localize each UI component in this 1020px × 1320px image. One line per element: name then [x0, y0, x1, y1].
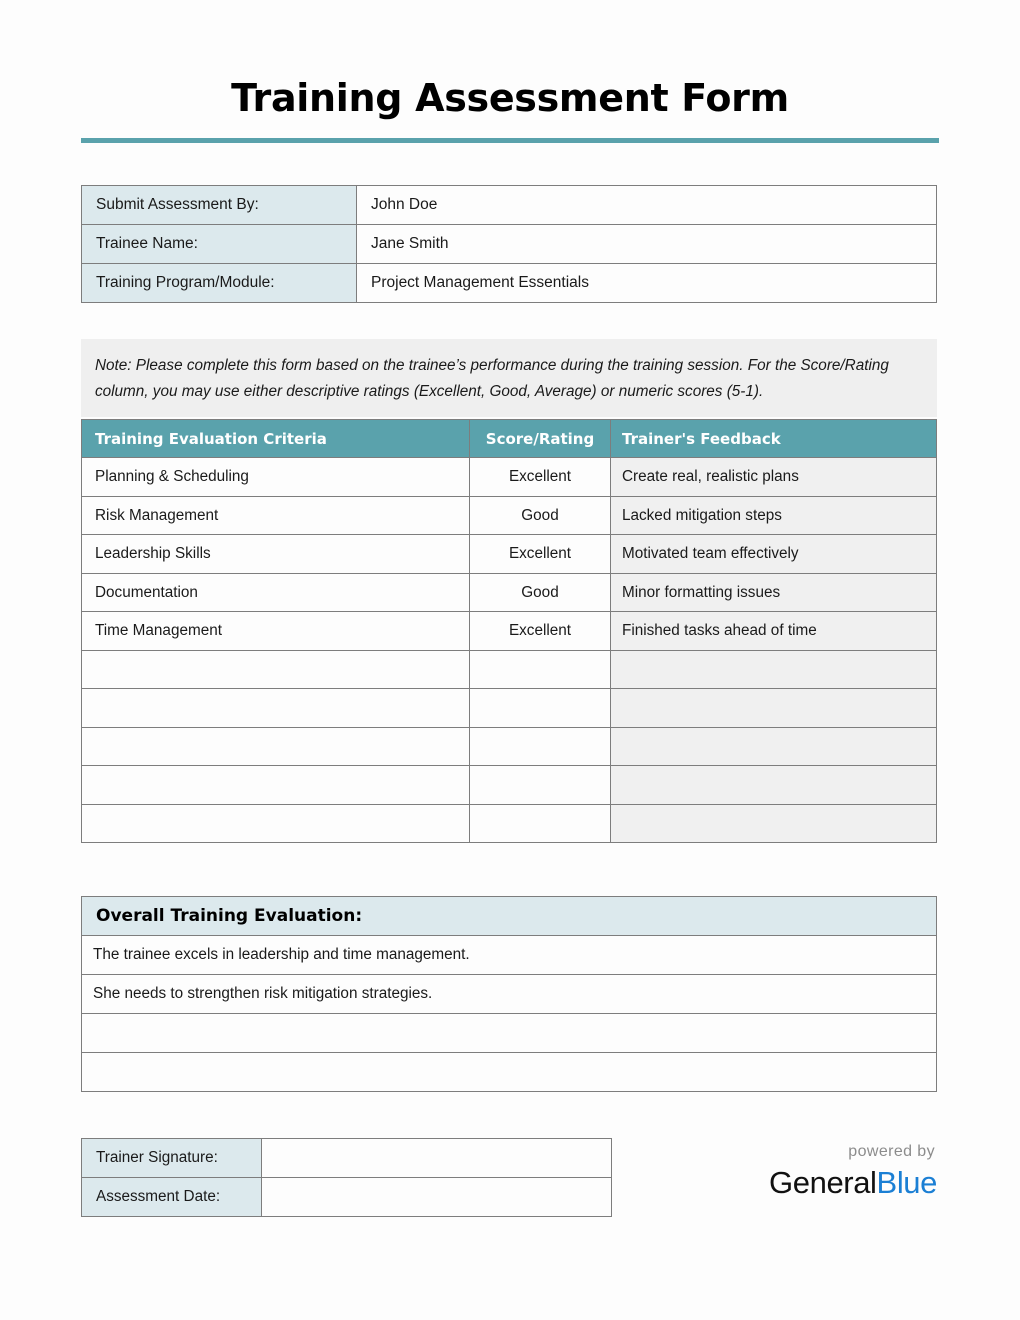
score-cell[interactable]: Excellent	[470, 458, 611, 497]
table-row	[82, 936, 937, 975]
column-header-score-rating: Score/Rating	[470, 420, 611, 458]
table-row	[82, 535, 937, 574]
info-label-trainee-name: Trainee Name:	[82, 224, 357, 263]
score-cell[interactable]: Excellent	[470, 535, 611, 574]
instructions-note: Note: Please complete this form based on the trainee’s performance during the training session. For the Score/Rating column, you may use either descriptive ratings (Excellent, Good, Average) or numeric scores (5-1).	[81, 339, 937, 418]
info-label-submit-assessment-by: Submit Assessment By:	[82, 185, 357, 224]
score-cell[interactable]	[470, 727, 611, 766]
table-row	[82, 689, 937, 728]
feedback-cell[interactable]: Motivated team effectively	[611, 535, 937, 574]
table-row	[82, 496, 937, 535]
info-value-submit-assessment-by[interactable]: John Doe	[357, 185, 937, 224]
overall-training-evaluation-table	[81, 896, 937, 1092]
signature-label-trainer-signature: Trainer Signature:	[82, 1139, 262, 1178]
criteria-cell[interactable]: Leadership Skills	[82, 535, 470, 574]
signature-section	[0, 1138, 1020, 1224]
table-row	[82, 573, 937, 612]
criteria-cell[interactable]	[82, 766, 470, 805]
score-cell[interactable]	[470, 689, 611, 728]
feedback-cell[interactable]: Minor formatting issues	[611, 573, 937, 612]
training-evaluation-criteria-table	[81, 419, 937, 843]
column-header-trainers-feedback: Trainer's Feedback	[611, 420, 937, 458]
criteria-cell[interactable]: Planning & Scheduling	[82, 458, 470, 497]
feedback-cell[interactable]	[611, 650, 937, 689]
overall-evaluation-heading: Overall Training Evaluation:	[82, 897, 937, 936]
table-row	[82, 1053, 937, 1092]
criteria-cell[interactable]: Documentation	[82, 573, 470, 612]
assessment-info-table	[81, 185, 937, 303]
criteria-cell[interactable]	[82, 650, 470, 689]
criteria-cell[interactable]	[82, 727, 470, 766]
criteria-cell[interactable]: Risk Management	[82, 496, 470, 535]
feedback-cell[interactable]	[611, 804, 937, 843]
score-cell[interactable]: Excellent	[470, 612, 611, 651]
overall-evaluation-line[interactable]	[82, 1053, 937, 1092]
info-label-training-program: Training Program/Module:	[82, 263, 357, 302]
score-cell[interactable]: Good	[470, 573, 611, 612]
signature-field-trainer-signature[interactable]	[262, 1139, 612, 1178]
table-row	[82, 224, 937, 263]
table-row	[82, 1014, 937, 1053]
feedback-cell[interactable]: Finished tasks ahead of time	[611, 612, 937, 651]
table-row	[82, 1178, 612, 1217]
score-cell[interactable]: Good	[470, 496, 611, 535]
table-row	[82, 727, 937, 766]
table-row	[82, 263, 937, 302]
signature-field-assessment-date[interactable]	[262, 1178, 612, 1217]
title-underline-rule	[81, 138, 939, 143]
overall-evaluation-line[interactable]: The trainee excels in leadership and time management.	[82, 936, 937, 975]
generalblue-logo	[769, 1143, 937, 1201]
table-row	[82, 650, 937, 689]
table-header-row	[82, 897, 937, 936]
logo-wordmark	[769, 1165, 937, 1201]
table-header-row	[82, 420, 937, 458]
overall-evaluation-line[interactable]: She needs to strengthen risk mitigation strategies.	[82, 975, 937, 1014]
table-row	[82, 766, 937, 805]
score-cell[interactable]	[470, 650, 611, 689]
table-row	[82, 185, 937, 224]
criteria-cell[interactable]	[82, 689, 470, 728]
page-title: Training Assessment Form	[231, 76, 789, 120]
table-row	[82, 458, 937, 497]
feedback-cell[interactable]: Lacked mitigation steps	[611, 496, 937, 535]
feedback-cell[interactable]	[611, 689, 937, 728]
criteria-cell[interactable]	[82, 804, 470, 843]
title-section	[0, 0, 1020, 143]
table-row	[82, 1139, 612, 1178]
overall-evaluation-line[interactable]	[82, 1014, 937, 1053]
table-row	[82, 804, 937, 843]
column-header-criteria: Training Evaluation Criteria	[82, 420, 470, 458]
signature-table	[81, 1138, 612, 1217]
score-cell[interactable]	[470, 766, 611, 805]
feedback-cell[interactable]	[611, 727, 937, 766]
info-value-training-program[interactable]: Project Management Essentials	[357, 263, 937, 302]
logo-powered-by-text: powered by	[848, 1143, 935, 1161]
feedback-cell[interactable]: Create real, realistic plans	[611, 458, 937, 497]
criteria-cell[interactable]: Time Management	[82, 612, 470, 651]
info-value-trainee-name[interactable]: Jane Smith	[357, 224, 937, 263]
signature-label-assessment-date: Assessment Date:	[82, 1178, 262, 1217]
table-row	[82, 975, 937, 1014]
table-row	[82, 612, 937, 651]
logo-wordmark-blue: Blue	[876, 1165, 937, 1201]
logo-wordmark-general: General	[769, 1165, 877, 1201]
feedback-cell[interactable]	[611, 766, 937, 805]
score-cell[interactable]	[470, 804, 611, 843]
